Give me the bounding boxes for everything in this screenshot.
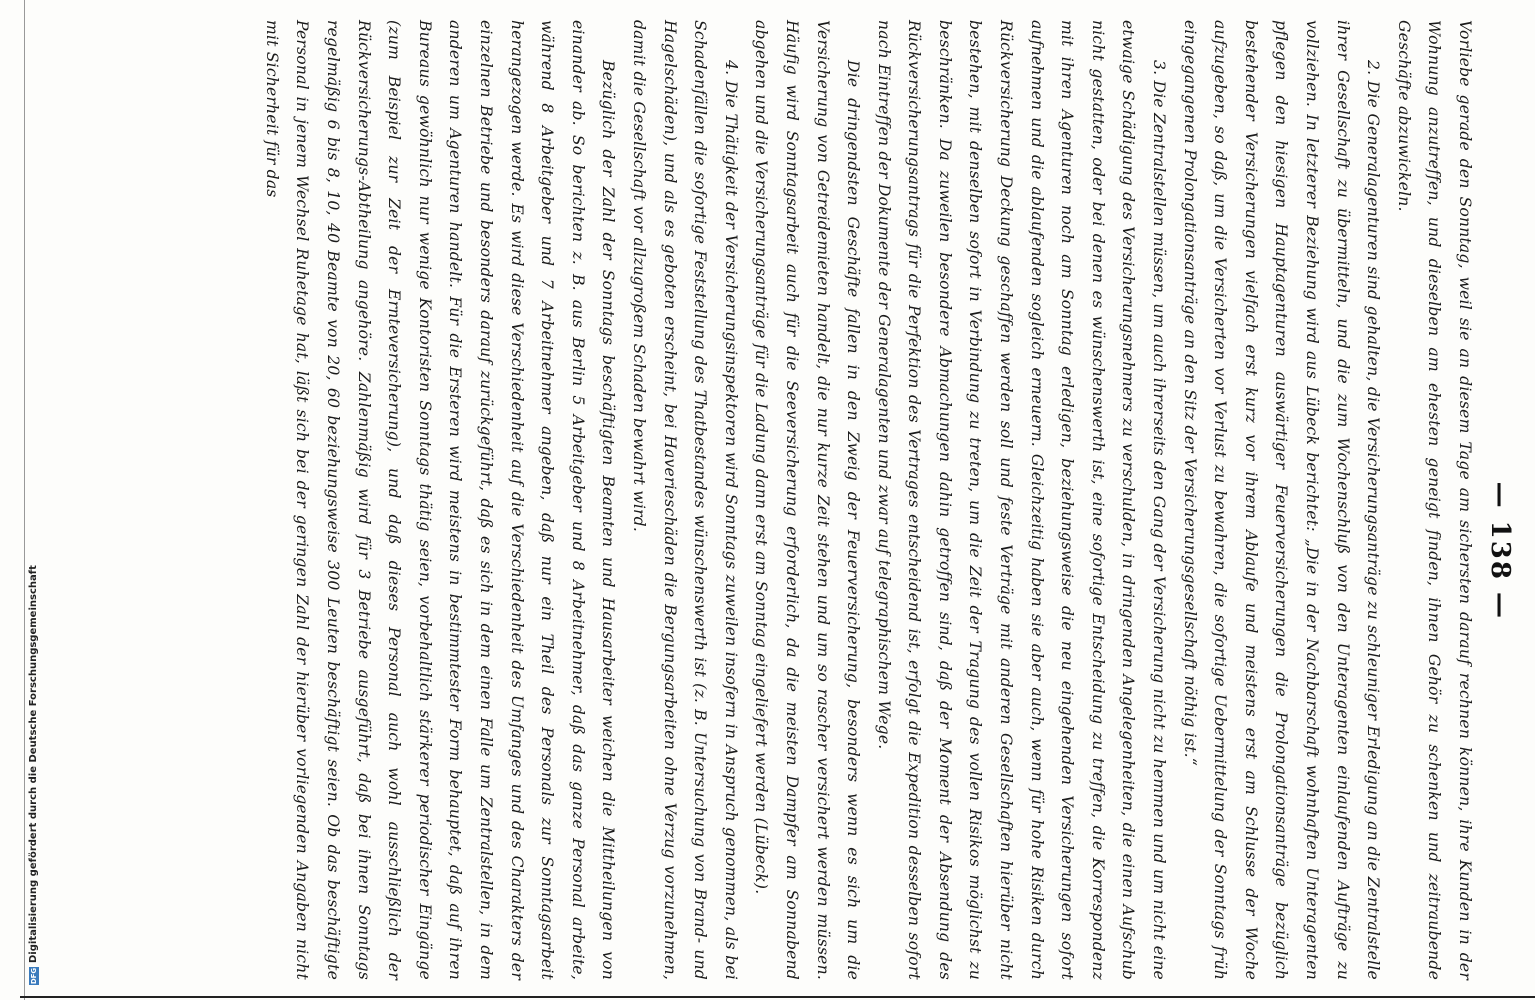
digitization-credit xyxy=(14,0,39,1000)
page-number: — 138 — xyxy=(1485,481,1515,620)
paragraph-2: 2. Die Generalagenturen sind gehalten, die Versicherungsanträge zu schleuniger Erledigung an die Zentralstelle ihrer Gesellschaft zu übermitteln, und die zum Wochenschluß von den Unteragenten einlaufenden Aufträge zu vollziehen. In letzterer Beziehung wird aus Lübeck berichtet: „Die in der Nachbarschaft wohnhaften Unteragenten pflegen den hiesigen Hauptagenturen auswärtiger Feuerversicherungen die Prolongationsanträge bezüglich bestehender Versicherungen vielfach erst kurz vor ihrem Ablaufe und meistens erst am Schlusse der Woche aufzugeben, so daß, um die Versicherten vor Verlust zu bewahren, die sofortige Uebermittelung der Sonntags früh eingegangenen Prolongationsanträge an den Sitz der Versicherungsgesellschaft nöthig ist.“ xyxy=(1180,20,1383,980)
document-body xyxy=(256,20,1480,980)
dfg-logo: DFG xyxy=(29,967,38,985)
paragraph-6: Bezüglich der Zahl der Sonntags beschäftigten Beamten und Hausarbeiter weichen die Mittheilungen von einander ab. So berichten z. B. aus Berlin 5 Arbeitgeber und 8 Arbeitnehmer, daß das ganze Personal arbeite, während 8 Arbeitgeber und 7 Arbeitnehmer angeben, daß nur ein Theil des Personals zur Sonntagsarbeit herangezogen werde. Es wird diese Verschiedenheit auf die Verschiedenheit des Umfanges und des Charakters der einzelnen Betriebe und besonders darauf zurückgeführt, daß es sich in dem einen Falle um Zentralstellen, in dem anderen um Agenturen handelt. Für die Ersteren wird meistens in bestimmtester Form behauptet, daß auf ihren Bureaus gewöhnlich nur wenige Kontoristen Sonntags thätig seien, vorbehaltlich stärkerer periodischer Eingänge (zum Beispiel zur Zeit der Ernteversicherung), und daß dieses Personal auch wohl ausschließlich der Rückversicherungs-Abtheilung angehöre. Zahlenmäßig wird für 3 Betriebe ausgeführt, daß bei ihnen Sonntags regelmäßig 6 bis 8, 10, 40 Beamte von 20, 60 beziehungsweise 300 Leuten beschäftigt seien. Ob das beschäftigte Personal in jenem Wechsel Ruhetage hat, läßt sich bei der geringen Zahl der hierüber vorliegenden Angaben nicht mit Sicherheit für das xyxy=(262,20,618,980)
page-bottom-border xyxy=(20,996,1535,998)
rotated-text-block xyxy=(110,20,1520,980)
paragraph-1: Vorliebe gerade den Sonntag, weil sie an diesem Tage am sichersten darauf rechnen können, ihre Kunden in der Wohnung anzutreffen, und dieselben am ehesten geneigt finden, ihnen Gehör zu schenken und zeitraubende Geschäfte abzuwickeln. xyxy=(1394,20,1474,980)
paragraph-3: 3. Die Zentralstellen müssen, um auch ihrerseits den Gang der Versicherung nicht zu hemmen und um nicht eine etwaige Schädigung des Versicherungsnehmers zu verschulden, in dringenden Angelegenheiten, die einen Aufschub nicht gestatten, oder bei denen es wünschenswerth ist, eine sofortige Entscheidung zu treffen, die Korrespondenz mit ihren Agenturen noch am Sonntag erledigen, beziehungsweise die neu eingehenden Versicherungen sofort aufnehmen und die ablaufenden sogleich erneuern. Gleichzeitig haben sie aber auch, wenn für hohe Risiken durch Rückversicherung Deckung geschaffen werden soll und feste Verträge mit anderen Gesellschaften hierüber nicht bestehen, mit denselben sofort in Verbindung zu treten, um die Zeit der Tragung des vollen Risikos möglichst zu beschränken. Da zuweilen besondere Abmachungen dahin getroffen sind, daß der Moment der Absendung des Rückversicherungsantrags für die Perfektion des Vertrages entscheidend ist, erfolgt die Expedition desselben sofort nach Eintreffen der Dokumente der Generalagenten und zwar auf telegraphischem Wege. xyxy=(874,20,1169,980)
paragraph-5: 4. Die Thätigkeit der Versicherungsinspektoren wird Sonntags zuweilen insofern in Anspruch genommen, als bei Schadenfällen die sofortige Feststellung des Thatbestandes wünschenswerth ist (z. B. Untersuchung von Brand- und Hagelschäden), und als es geboten erscheint, bei Haverieschäden die Bergungsarbeiten ohne Verzug vorzunehmen, damit die Gesellschaft vor allzugroßem Schaden bewahrt wird. xyxy=(629,20,740,980)
credit-text: Digitalisierung gefördert durch die Deutsche Forschungsgemeinschaft xyxy=(28,565,39,963)
paragraph-4: Die dringendsten Geschäfte fallen in den Zweig der Feuerversicherung, besonders wenn es sich um die Versicherung von Getreidemieten handelt, die nur kurze Zeit stehen und um so rascher versichert werden müssen. Häufig wird Sonntagsarbeit auch für die Seeversicherung erforderlich, da die meisten Dampfer am Sonnabend abgehen und die Versicherungsanträge für die Ladung dann erst am Sonntag eingeliefert werden (Lübeck). xyxy=(752,20,863,980)
